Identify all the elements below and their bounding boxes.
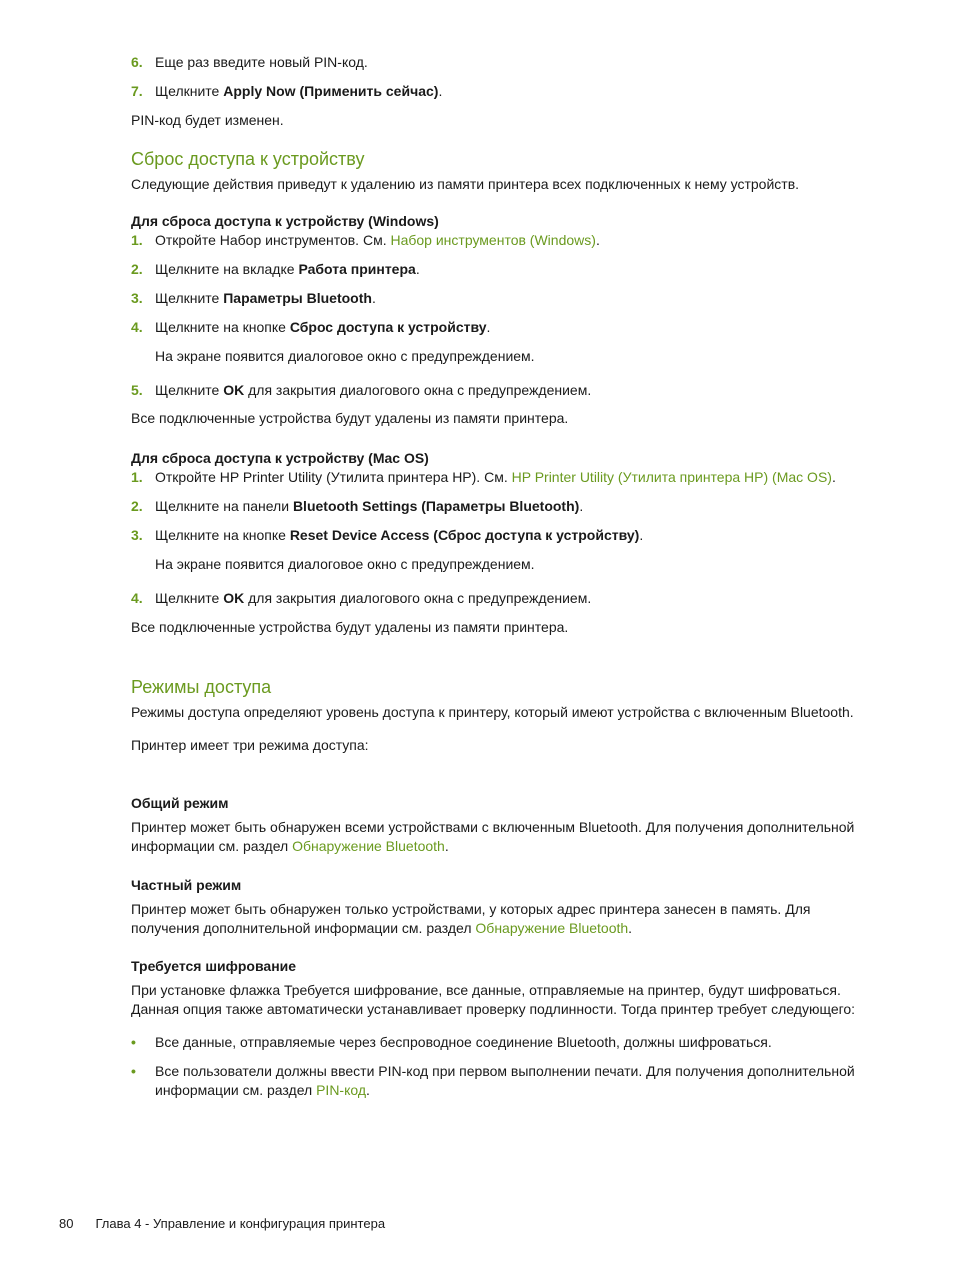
list-item: 3. Щелкните на кнопке Reset Device Access (Сброс доступа к устройству). На экране появится диалоговое окно с предупреждением. <box>131 526 861 574</box>
list-item: 1. Откройте HP Printer Utility (Утилита принтера HP). См. HP Printer Utility (Утилита принтера HP) (Mac OS). <box>131 469 836 485</box>
paragraph: Принтер может быть обнаружен только устройствами, у которых адрес принтера занесен в память. Для получения дополнительной информации см. раздел Обнаружение Bluetooth. <box>131 901 811 936</box>
section-title: Сброс доступа к устройству <box>131 149 365 169</box>
mode-heading: Общий режим <box>131 795 229 811</box>
reset-section <box>131 148 861 194</box>
list-item: 3. Щелкните Параметры Bluetooth. <box>131 290 376 306</box>
paragraph: Принтер имеет три режима доступа: <box>131 737 369 753</box>
paragraph: При установке флажка Требуется шифрование, все данные, отправляемые на принтер, будут шифроваться. Данная опция также автоматически устанавливает проверку подлинности. Тогда принтер требует следующего: <box>131 982 856 1017</box>
printer-utility-link[interactable]: HP Printer Utility (Утилита принтера HP) (Mac OS) <box>511 469 832 485</box>
list-number: 6. <box>131 54 143 70</box>
mode-heading: Частный режим <box>131 877 242 893</box>
list-item: 7. Щелкните Apply Now (Применить сейчас). <box>131 83 443 99</box>
list-note: На экране появится диалоговое окно с предупреждением. <box>155 348 535 364</box>
private-mode <box>131 876 861 938</box>
list-item: 6. Еще раз введите новый PIN-код. <box>131 54 368 70</box>
windows-procedure <box>131 212 861 428</box>
section-title: Режимы доступа <box>131 677 272 697</box>
paragraph: PIN-код будет изменен. <box>131 112 284 128</box>
bullet-item: • Все данные, отправляемые через беспроводное соединение Bluetooth, должны шифроваться. <box>131 1034 772 1050</box>
list-note: На экране появится диалоговое окно с предупреждением. <box>155 556 535 572</box>
bluetooth-discovery-link[interactable]: Обнаружение Bluetooth <box>475 920 629 936</box>
bluetooth-discovery-link[interactable]: Обнаружение Bluetooth <box>292 838 445 854</box>
bullet-icon: • <box>131 1034 136 1050</box>
paragraph: Все подключенные устройства будут удалены из памяти принтера. <box>131 619 569 635</box>
bullet-item: • Все пользователи должны ввести PIN-код при первом выполнении печати. Для получения дополнительной информации см. раздел PIN-код. <box>131 1063 855 1098</box>
intro-list <box>131 53 861 130</box>
list-item: 1. Откройте Набор инструментов. См. Набор инструментов (Windows). <box>131 232 600 248</box>
encryption-mode <box>131 957 861 1100</box>
modes-section <box>131 676 861 755</box>
pin-code-link[interactable]: PIN-код <box>316 1082 367 1098</box>
chapter-title: Глава 4 - Управление и конфигурация принтера <box>95 1216 386 1231</box>
toolbox-link[interactable]: Набор инструментов (Windows) <box>390 232 596 248</box>
list-item: 2. Щелкните на панели Bluetooth Settings (Параметры Bluetooth). <box>131 498 584 514</box>
page-footer <box>59 1214 385 1233</box>
list-item: 4. Щелкните на кнопке Сброс доступа к устройству. На экране появится диалоговое окно с предупреждением. <box>131 318 861 366</box>
list-item: 5. Щелкните OK для закрытия диалогового окна с предупреждением. <box>131 382 592 398</box>
page-number: 80 <box>59 1216 74 1231</box>
procedure-heading: Для сброса доступа к устройству (Windows) <box>131 213 439 229</box>
procedure-heading: Для сброса доступа к устройству (Mac OS) <box>131 450 429 466</box>
public-mode <box>131 794 861 856</box>
mac-procedure <box>131 449 861 637</box>
paragraph: Следующие действия приведут к удалению из памяти принтера всех подключенных к нему устройств. <box>131 176 800 192</box>
list-item: 4. Щелкните OK для закрытия диалогового окна с предупреждением. <box>131 590 592 606</box>
mode-heading: Требуется шифрование <box>131 958 297 974</box>
paragraph: Режимы доступа определяют уровень доступа к принтеру, который имеют устройства с включенным Bluetooth. <box>131 704 854 720</box>
list-number: 7. <box>131 83 143 99</box>
paragraph: Все подключенные устройства будут удалены из памяти принтера. <box>131 410 569 426</box>
bullet-icon: • <box>131 1063 136 1079</box>
list-item: 2. Щелкните на вкладке Работа принтера. <box>131 261 420 277</box>
paragraph: Принтер может быть обнаружен всеми устройствами с включенным Bluetooth. Для получения дополнительной информации см. раздел Обнаружение Bluetooth. <box>131 819 855 854</box>
